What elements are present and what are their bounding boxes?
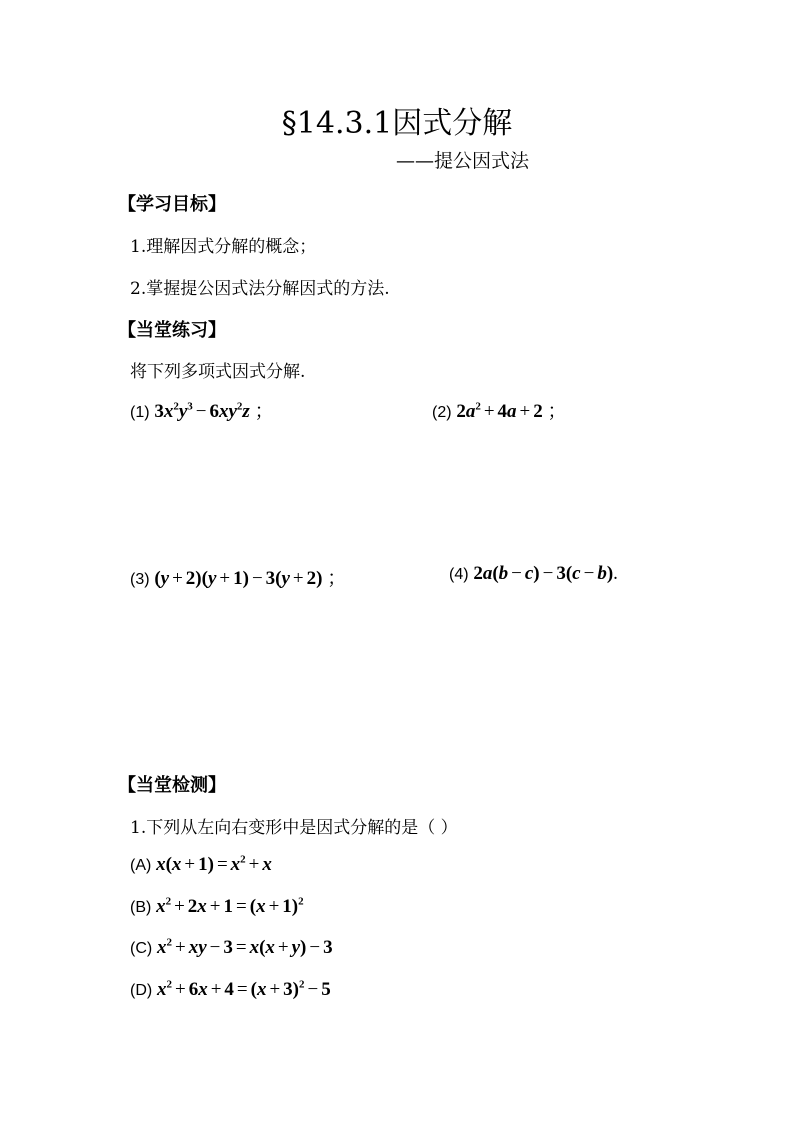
objective-item: 2.掌握提公因式法分解因式的方法. xyxy=(130,279,390,299)
practice-problem-1: (1) $3x^2y^3 - 6xy^2z$ ； xyxy=(130,400,274,422)
option-c: (C) $x^2$ + xy − 3 = x(x + y) − 3 xyxy=(130,936,333,958)
practice-heading: 【当堂练习】 xyxy=(118,320,226,341)
option-a: (A) $x(x + 1) = x^2 + x$ xyxy=(130,853,272,875)
option-b: (B) $x^2 + 2x + 1 = (x + 1)^2$ xyxy=(130,895,304,917)
practice-problem-4: (4) 2a(b − c) − 3(c − b). xyxy=(449,563,618,584)
option-label: (C) xyxy=(130,940,153,957)
option-label: (B) xyxy=(130,899,152,916)
problem-label: (3) xyxy=(130,571,150,588)
problem-label: (1) xyxy=(130,404,150,421)
problem-end: ； xyxy=(254,401,274,422)
objective-item: 1.理解因式分解的概念； xyxy=(130,237,317,257)
check-heading: 【当堂检测】 xyxy=(118,775,226,796)
option-label: (D) xyxy=(130,982,153,999)
problem-end: ； xyxy=(327,568,347,589)
page-title: §14.3.1因式分解 xyxy=(281,106,513,141)
practice-problem-2: (2) $2a^2 + 4a + 2$ ； xyxy=(432,400,567,422)
objectives-heading: 【学习目标】 xyxy=(118,194,226,215)
problem-end: ； xyxy=(547,401,567,422)
practice-problem-3: (3) (y + 2)(y + 1) − 3(y + 2) ； xyxy=(130,568,347,589)
problem-label: (4) xyxy=(449,566,469,583)
option-label: (A) xyxy=(130,857,152,874)
problem-end: . xyxy=(613,563,618,584)
problem-label: (2) xyxy=(432,404,452,421)
option-d: (D) $x^2 + 6x + 4 = (x + 3)^2 - 5$ xyxy=(130,978,331,1000)
practice-instruction: 将下列多项式因式分解. xyxy=(130,362,306,382)
check-question: 1.下列从左向右变形中是因式分解的是（ ） xyxy=(130,818,458,838)
page-subtitle: ——提公因式法 xyxy=(396,150,530,172)
